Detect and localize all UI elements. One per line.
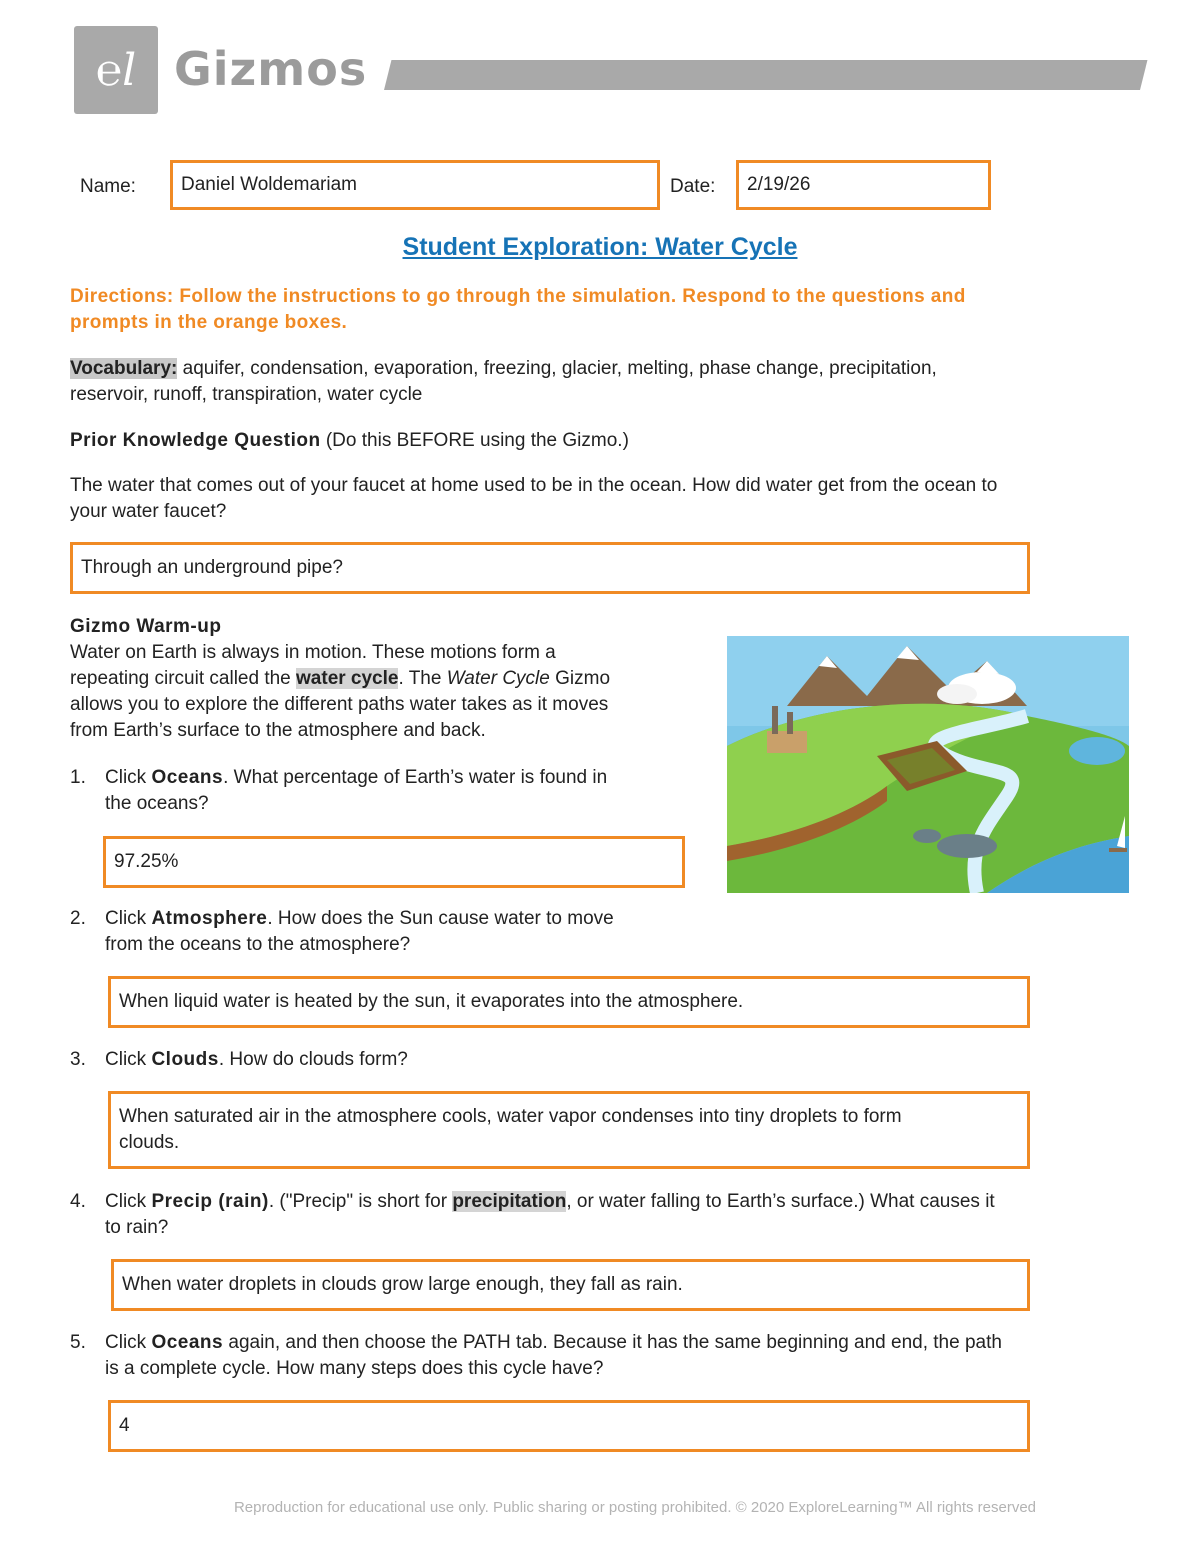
vocabulary-label: Vocabulary: [70,358,178,379]
warmup-line-3: allows you to explore the different paths water takes as it moves [70,694,609,715]
question-4-answer-box[interactable] [111,1259,1030,1311]
question-3-answer-line-1: When saturated air in the atmosphere cools, water vapor condenses into tiny droplets to form [119,1106,902,1127]
question-4-text: Click Precip (rain). ("Precip" is short for precipitation, or water falling to Earth’s surface.) What causes it to rain? [105,1191,995,1238]
question-1-number: 1. [70,767,86,788]
name-label: Name: [80,176,136,197]
header-bar [384,60,1147,90]
directions-line-1: Directions: Follow the instructions to go through the simulation. Respond to the questions and [70,286,966,307]
question-5-answer: 4 [119,1415,130,1436]
logo-glyph: ℮l [95,44,137,96]
question-2-answer-box[interactable] [108,976,1030,1028]
directions [70,284,1130,336]
question-2-answer: When liquid water is heated by the sun, it evaporates into the atmosphere. [119,991,744,1012]
warmup-line-2: repeating circuit called the water cycle. The Water Cycle Gizmo [70,668,611,689]
date-field[interactable] [736,160,991,210]
question-1-text: Click Oceans. What percentage of Earth’s water is found in the oceans? [105,767,608,814]
brand-name: Gizmos [174,42,368,96]
vocabulary-list-2: reservoir, runoff, transpiration, water cycle [70,384,423,405]
question-3-answer-box[interactable] [108,1091,1030,1169]
prior-knowledge-note: (Do this BEFORE using the Gizmo.) [320,430,629,451]
name-value: Daniel Woldemariam [181,174,357,195]
question-3-text: Click Clouds. How do clouds form? [105,1049,408,1070]
prior-question-line-2: your water faucet? [70,501,227,522]
prior-knowledge-heading [70,428,1130,454]
question-5-number: 5. [70,1332,86,1353]
gizmos-logo [74,26,158,114]
prior-knowledge-answer-box[interactable] [70,542,1030,594]
question-3-number: 3. [70,1049,86,1070]
question-2-number: 2. [70,908,86,929]
warmup-section [70,614,700,744]
question-5-text: Click Oceans again, and then choose the PATH tab. Because it has the same beginning and end, the path is a complete cycle. How many steps does this cycle have? [105,1332,1002,1379]
question-1-answer: 97.25% [114,851,179,872]
footer-notice: Reproduction for educational use only. Public sharing or posting prohibited. © 2020 ExploreLearning™ All rights reserved [233,1499,1037,1516]
page-title: Student Exploration: Water Cycle [402,233,798,261]
prior-question-line-1: The water that comes out of your faucet at home used to be in the ocean. How did water get from the ocean to [70,475,998,496]
question-1-answer-box[interactable] [103,836,685,888]
directions-line-2: prompts in the orange boxes. [70,312,348,333]
question-2-text: Click Atmosphere. How does the Sun cause water to move from the oceans to the atmosphere? [105,908,614,955]
warmup-heading: Gizmo Warm-up [70,616,222,637]
date-label: Date: [670,176,716,197]
vocabulary-list: aquifer, condensation, evaporation, freezing, glacier, melting, phase change, precipitation, [177,358,937,379]
precipitation-term: precipitation [452,1191,567,1212]
water-cycle-term: water cycle [296,668,399,689]
prior-knowledge-title: Prior Knowledge Question [70,430,321,451]
prior-knowledge-answer: Through an underground pipe? [81,557,343,578]
warmup-line-1: Water on Earth is always in motion. These motions form a [70,642,556,663]
warmup-line-4: from Earth’s surface to the atmosphere and back. [70,720,486,741]
water-cycle-illustration [727,636,1129,893]
question-4-answer: When water droplets in clouds grow large enough, they fall as rain. [122,1274,683,1295]
question-4-number: 4. [70,1191,86,1212]
question-5-answer-box[interactable] [108,1400,1030,1452]
prior-knowledge-question [70,473,1130,525]
question-3-answer-line-2: clouds. [119,1132,180,1153]
date-value: 2/19/26 [747,174,811,195]
vocabulary [70,356,1130,408]
name-field[interactable] [170,160,660,210]
